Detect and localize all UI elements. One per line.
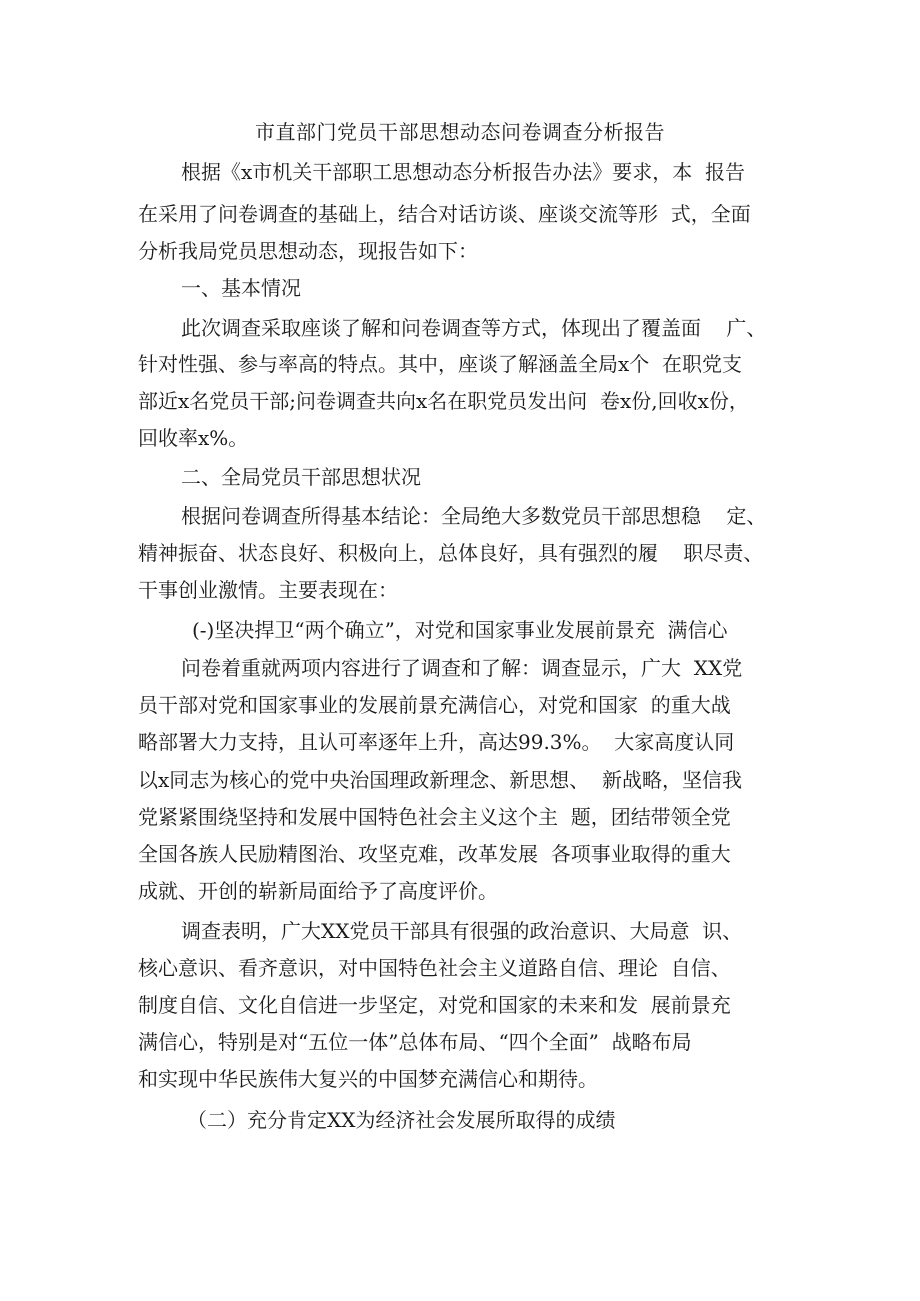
body-line: 以x同志为核心的党中央治国理政新理念、新思想、 新战略，坚信我 bbox=[138, 768, 742, 792]
document-title: 市直部门党员干部思想动态问卷调查分析报告 bbox=[255, 120, 665, 144]
body-line: 和实现中华民族伟大复兴的中国梦充满信心和期待。 bbox=[138, 1067, 598, 1091]
subsection-heading: (-)坚决捍卫“两个确立”，对党和国家事业发展前景充 满信心 bbox=[192, 618, 728, 642]
body-line: 满信心，特别是对“五位一体”总体布局、“四个全面” 战略布局 bbox=[138, 1030, 692, 1054]
body-line: 全国各族人民励精图治、攻坚克难，改革发展 各项事业取得的重大 bbox=[138, 842, 731, 866]
body-line: 分析我局党员思想动态，现报告如下： bbox=[138, 239, 478, 263]
body-line: 问卷着重就两项内容进行了调查和了解：调查显示，广大 XX党 bbox=[181, 656, 743, 680]
body-line: 调查表明，广大XX党员干部具有很强的政治意识、大局意 识、 bbox=[181, 919, 743, 943]
body-line: 干事创业激情。主要表现在： bbox=[138, 578, 398, 602]
body-line: 略部署大力支持，且认可率逐年上升，高达99.3%。 大家高度认同 bbox=[138, 730, 735, 754]
body-line: 此次调查采取座谈了解和问卷调查等方式，体现出了覆盖面 广、 bbox=[181, 316, 767, 340]
body-line: 党紧紧围绕坚持和发展中国特色社会主义这个主 题，团结带领全党 bbox=[138, 805, 731, 829]
section-heading: 一、基本情况 bbox=[181, 276, 301, 300]
body-line: 根据问卷调查所得基本结论：全局绝大多数党员干部思想稳 定、 bbox=[181, 504, 767, 528]
body-line: 部近x名党员干部;问卷调查共向x名在职党员发出问 卷x份,回收x份， bbox=[138, 389, 749, 413]
section-heading: 二、全局党员干部思想状况 bbox=[181, 465, 421, 489]
subsection-heading: （二）充分肯定XX为经济社会发展所取得的成绩 bbox=[187, 1108, 616, 1132]
body-line: 核心意识、看齐意识，对中国特色社会主义道路自信、理论 自信、 bbox=[138, 956, 731, 980]
body-line: 员干部对党和国家事业的发展前景充满信心，对党和国家 的重大战 bbox=[138, 693, 731, 717]
body-line: 针对性强、参与率高的特点。其中，座谈了解涵盖全局x个 在职党支 bbox=[138, 352, 742, 376]
body-line: 成就、开创的崭新局面给予了高度评价。 bbox=[138, 879, 498, 903]
body-line: 根据《x市机关干部职工思想动态分析报告办法》要求，本 报告 bbox=[181, 160, 745, 184]
body-line: 回收率x%。 bbox=[138, 426, 249, 450]
body-line: 制度自信、文化自信进一步坚定，对党和国家的未来和发 展前景充 bbox=[138, 993, 731, 1017]
body-line: 在采用了问卷调查的基础上，结合对话访谈、座谈交流等形 式，全面 bbox=[138, 202, 751, 226]
body-line: 精神振奋、状态良好、积极向上，总体良好，具有强烈的履 职尽责、 bbox=[138, 541, 764, 565]
